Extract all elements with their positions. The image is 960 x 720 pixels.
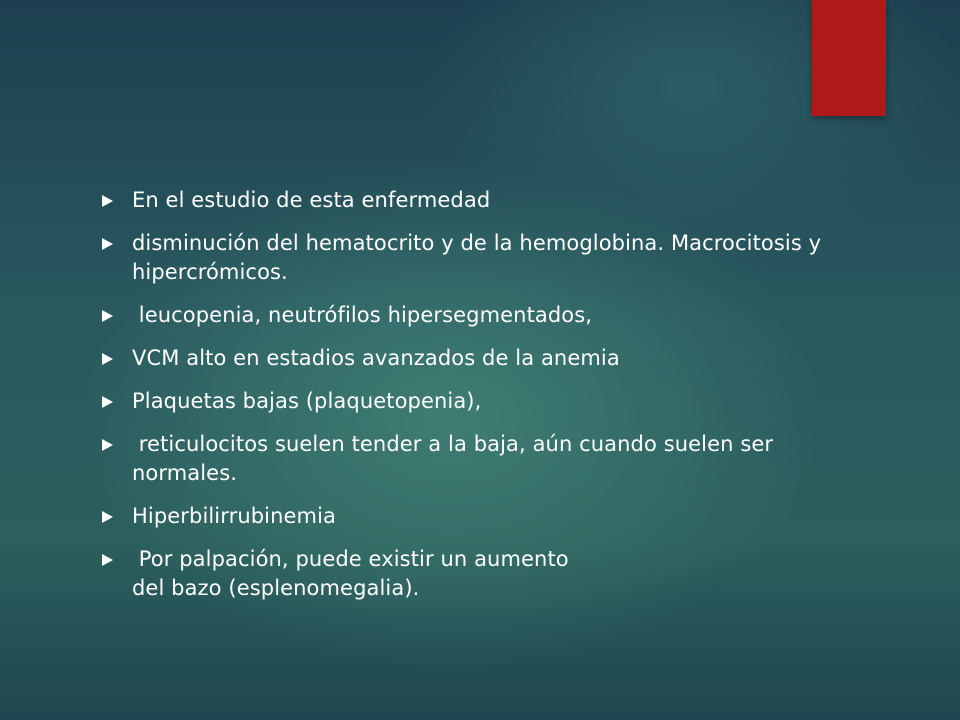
bullet-item [102, 344, 822, 373]
bullet-text: En el estudio de esta enfermedad [132, 188, 491, 212]
bullet-item [102, 301, 822, 330]
bullet-text: Plaquetas bajas (plaquetopenia), [132, 389, 482, 413]
bullet-item [102, 186, 822, 215]
bullet-item [102, 545, 822, 603]
bullet-list [102, 186, 835, 617]
bullet-text: VCM alto en estadios avanzados de la anemia [132, 346, 620, 370]
triangle-right-icon [102, 396, 113, 408]
triangle-right-icon [102, 511, 113, 523]
triangle-right-icon [102, 439, 113, 451]
bullet-item [102, 430, 822, 488]
bullet-text: disminución del hematocrito y de la hemoglobina. Macrocitosis y hipercrómicos. [132, 231, 835, 284]
triangle-right-icon [102, 353, 113, 365]
triangle-right-icon [102, 238, 113, 250]
bullet-item [102, 229, 835, 287]
triangle-right-icon [102, 310, 113, 322]
bullet-item [102, 387, 822, 416]
bullet-text: Por palpación, puede existir un aumento del bazo (esplenomegalia). [132, 547, 569, 600]
bullet-text: reticulocitos suelen tender a la baja, aún cuando suelen ser normales. [132, 432, 780, 485]
triangle-right-icon [102, 554, 113, 566]
bullet-text: leucopenia, neutrófilos hipersegmentados, [132, 303, 593, 327]
triangle-right-icon [102, 195, 113, 207]
accent-bar [812, 0, 886, 116]
bullet-item [102, 502, 822, 531]
bullet-text: Hiperbilirrubinemia [132, 504, 337, 528]
